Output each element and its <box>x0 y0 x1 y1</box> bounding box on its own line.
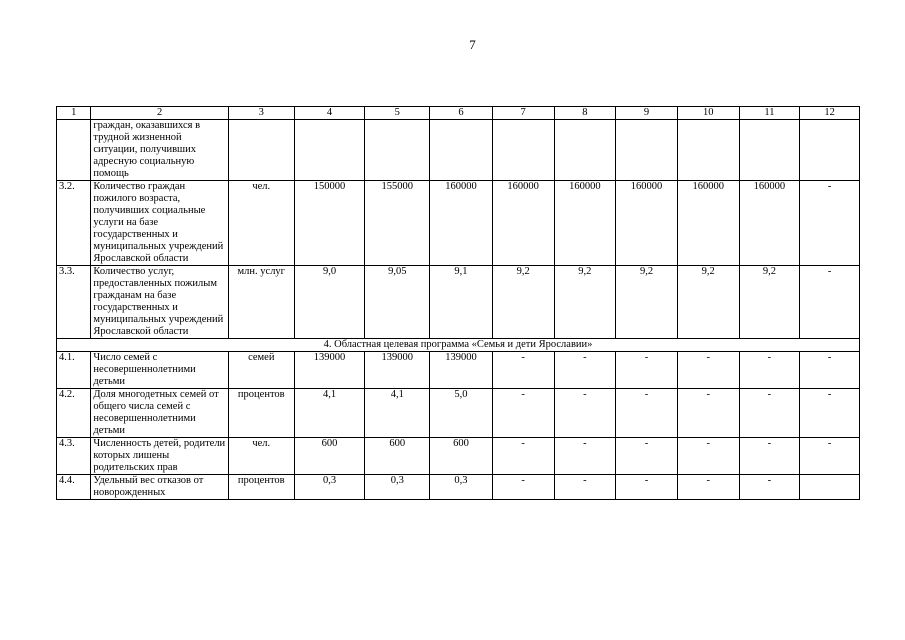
header-cell: 12 <box>800 107 860 120</box>
value-cell: 0,3 <box>365 475 430 500</box>
value-cell: 139000 <box>294 352 365 389</box>
value-cell: 9,2 <box>677 266 739 339</box>
value-cell: - <box>554 389 616 438</box>
row-number: 4.3. <box>57 438 91 475</box>
value-cell <box>365 120 430 181</box>
header-cell: 5 <box>365 107 430 120</box>
value-cell: 9,05 <box>365 266 430 339</box>
value-cell: - <box>616 438 678 475</box>
row-number <box>57 120 91 181</box>
value-cell: 9,2 <box>492 266 554 339</box>
indicator-name: Доля многодетных семей от общего числа семей с несовершеннолетними детьми <box>91 389 229 438</box>
value-cell: - <box>677 438 739 475</box>
header-cell: 8 <box>554 107 616 120</box>
indicator-name: Численность детей, родители которых лишены родительских прав <box>91 438 229 475</box>
unit-cell <box>228 120 294 181</box>
value-cell: - <box>492 475 554 500</box>
value-cell: 139000 <box>365 352 430 389</box>
value-cell: 4,1 <box>365 389 430 438</box>
column-12-cell: - <box>800 181 860 266</box>
row-number: 3.3. <box>57 266 91 339</box>
unit-cell: чел. <box>228 438 294 475</box>
column-12-cell: - <box>800 438 860 475</box>
header-cell: 3 <box>228 107 294 120</box>
value-cell: 155000 <box>365 181 430 266</box>
value-cell: - <box>492 438 554 475</box>
header-cell: 6 <box>430 107 493 120</box>
column-12-cell: - <box>800 352 860 389</box>
value-cell: 160000 <box>739 181 800 266</box>
unit-cell: процентов <box>228 475 294 500</box>
unit-cell: процентов <box>228 389 294 438</box>
unit-cell: чел. <box>228 181 294 266</box>
value-cell: - <box>739 352 800 389</box>
value-cell: 600 <box>430 438 493 475</box>
row-number: 3.2. <box>57 181 91 266</box>
value-cell: 160000 <box>430 181 493 266</box>
value-cell: 5,0 <box>430 389 493 438</box>
value-cell: - <box>554 352 616 389</box>
value-cell: 139000 <box>430 352 493 389</box>
value-cell: - <box>677 389 739 438</box>
value-cell: 4,1 <box>294 389 365 438</box>
value-cell: 9,2 <box>616 266 678 339</box>
header-cell: 1 <box>57 107 91 120</box>
row-number: 4.4. <box>57 475 91 500</box>
value-cell: 160000 <box>616 181 678 266</box>
header-cell: 2 <box>91 107 229 120</box>
value-cell <box>492 120 554 181</box>
value-cell <box>294 120 365 181</box>
table-row <box>57 438 860 475</box>
value-cell: - <box>616 475 678 500</box>
indicator-name: Количество граждан пожилого возраста, получивших социальные услуги на базе государственных и муниципальных учреждений Ярославской области <box>91 181 229 266</box>
column-12-cell: - <box>800 389 860 438</box>
table-row <box>57 352 860 389</box>
column-12-cell <box>800 120 860 181</box>
value-cell: 600 <box>365 438 430 475</box>
table-row <box>57 120 860 181</box>
column-12-cell <box>800 475 860 500</box>
value-cell <box>677 120 739 181</box>
value-cell: - <box>739 438 800 475</box>
value-cell: 9,2 <box>554 266 616 339</box>
row-number: 4.2. <box>57 389 91 438</box>
value-cell: - <box>739 389 800 438</box>
value-cell: 9,0 <box>294 266 365 339</box>
value-cell: - <box>492 352 554 389</box>
value-cell <box>616 120 678 181</box>
value-cell: - <box>554 438 616 475</box>
value-cell: 0,3 <box>294 475 365 500</box>
value-cell <box>430 120 493 181</box>
header-cell: 9 <box>616 107 678 120</box>
value-cell: 160000 <box>677 181 739 266</box>
table-row <box>57 266 860 339</box>
table-header-row <box>57 107 860 120</box>
value-cell: - <box>677 352 739 389</box>
value-cell: - <box>677 475 739 500</box>
page-number: 7 <box>469 37 476 52</box>
value-cell: 9,1 <box>430 266 493 339</box>
value-cell: 600 <box>294 438 365 475</box>
column-12-cell: - <box>800 266 860 339</box>
table-row <box>57 181 860 266</box>
indicator-name: Количество услуг, предоставленных пожилым гражданам на базе государственных и муниципальных учреждений Ярославской области <box>91 266 229 339</box>
value-cell: 150000 <box>294 181 365 266</box>
table-row <box>57 475 860 500</box>
header-cell: 11 <box>739 107 800 120</box>
header-cell: 7 <box>492 107 554 120</box>
section-title: 4. Областная целевая программа «Семья и дети Ярославии» <box>57 339 860 352</box>
unit-cell: млн. услуг <box>228 266 294 339</box>
indicators-table <box>56 106 860 500</box>
value-cell: - <box>554 475 616 500</box>
value-cell: 160000 <box>554 181 616 266</box>
value-cell: 160000 <box>492 181 554 266</box>
indicator-name: граждан, оказавшихся в трудной жизненной ситуации, получивших адресную социальную помощь <box>91 120 229 181</box>
value-cell: - <box>492 389 554 438</box>
value-cell: - <box>616 389 678 438</box>
value-cell: - <box>739 475 800 500</box>
section-row <box>57 339 860 352</box>
value-cell <box>554 120 616 181</box>
header-cell: 10 <box>677 107 739 120</box>
value-cell <box>739 120 800 181</box>
value-cell: 9,2 <box>739 266 800 339</box>
row-number: 4.1. <box>57 352 91 389</box>
table-row <box>57 389 860 438</box>
indicator-name: Удельный вес отказов от новорожденных <box>91 475 229 500</box>
indicator-name: Число семей с несовершеннолетними детьми <box>91 352 229 389</box>
unit-cell: семей <box>228 352 294 389</box>
header-cell: 4 <box>294 107 365 120</box>
value-cell: 0,3 <box>430 475 493 500</box>
value-cell: - <box>616 352 678 389</box>
